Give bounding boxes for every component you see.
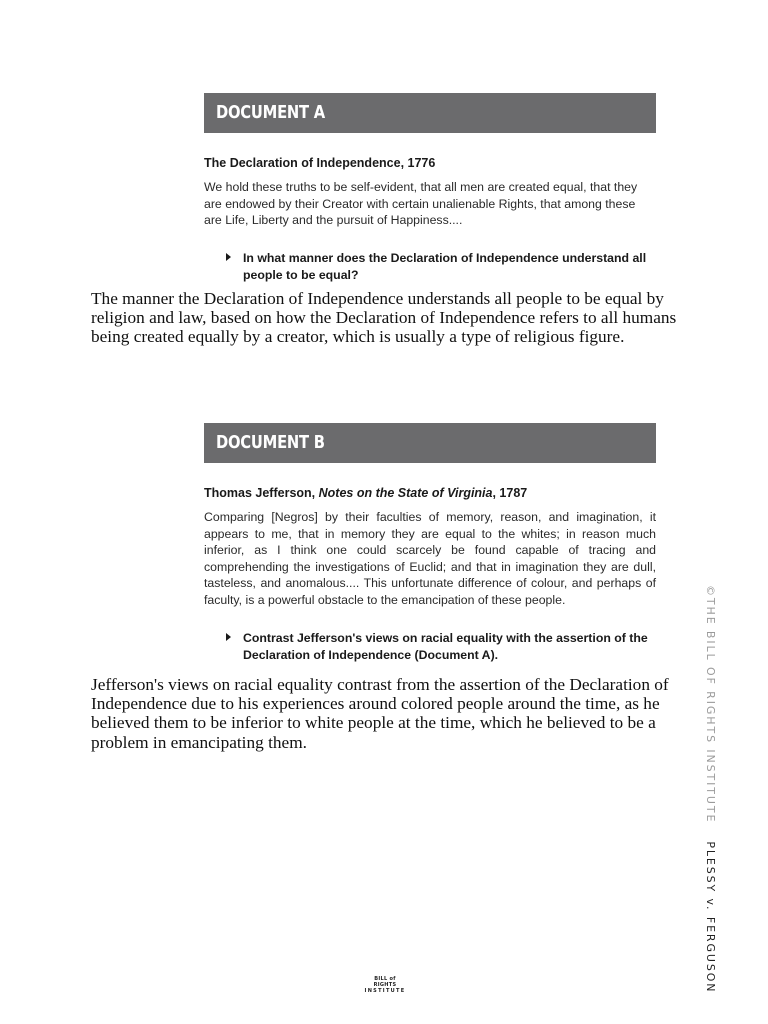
document-b-citation — [204, 486, 527, 500]
document-b-excerpt: Comparing [Negros] by their faculties of memory, reason, and imagination, it appears to me, that in memory they are equal to the whites; in reason much inferior, as I think one could scarcely be found capable of tracing and comprehending the investigations of Euclid; and that in imagination they are dull, tasteless, and anomalous.... This unfortunate difference of colour, and perhaps of faculty, is a powerful obstacle to the emancipation of these people. — [204, 510, 656, 607]
document-b-question-text: Contrast Jefferson's views on racial equality with the assertion of the Declaration of Independence (Document A). — [243, 631, 648, 662]
document-a-excerpt: We hold these truths to be self-evident, that all men are created equal, that they are endowed by their Creator with certain unalienable Rights, that among these are Life, Liberty and the pursuit of Happiness.... — [204, 180, 638, 228]
document-b-citation-year: , 1787 — [492, 486, 528, 500]
document-b-answer: Jefferson's views on racial equality contrast from the assertion of the Declaration of Independence due to his experiences around colored people around the time, as he believed them to be inferior to white people at the time, which he believed to be a problem in emancipating them. — [91, 675, 669, 752]
document-b-header — [204, 423, 656, 463]
sidebar-copyright: ©THE BILL OF RIGHTS INSTITUTE — [704, 585, 717, 824]
document-a-citation: The Declaration of Independence, 1776 — [204, 156, 436, 170]
document-a-answer: The manner the Declaration of Independence understands all people to be equal by religion and law, based on how the Declaration of Independence refers to all humans being created equally by a creator, which is usually a type of religious figure. — [91, 289, 677, 347]
triangle-bullet-icon — [226, 633, 231, 641]
sidebar-vertical — [700, 585, 720, 994]
document-b-header-label: DOCUMENT B — [216, 432, 325, 453]
sidebar-title: PLESSY v. FERGUSON — [704, 841, 717, 994]
logo-line-2: INSTITUTE — [364, 988, 406, 994]
document-a-header-label: DOCUMENT A — [216, 102, 325, 123]
document-b-citation-author: Thomas Jefferson, — [204, 486, 319, 500]
document-a-header — [204, 93, 656, 133]
bill-of-rights-logo — [363, 976, 407, 994]
sidebar-text — [704, 585, 717, 993]
document-b-question — [226, 630, 658, 663]
logo-line-1: BILL of RIGHTS — [373, 976, 397, 988]
document-a-question — [226, 250, 658, 283]
triangle-bullet-icon — [226, 253, 231, 261]
document-b-citation-title: Notes on the State of Virginia — [318, 486, 493, 500]
document-a-question-text: In what manner does the Declaration of Independence understand all people to be equal? — [243, 251, 647, 282]
